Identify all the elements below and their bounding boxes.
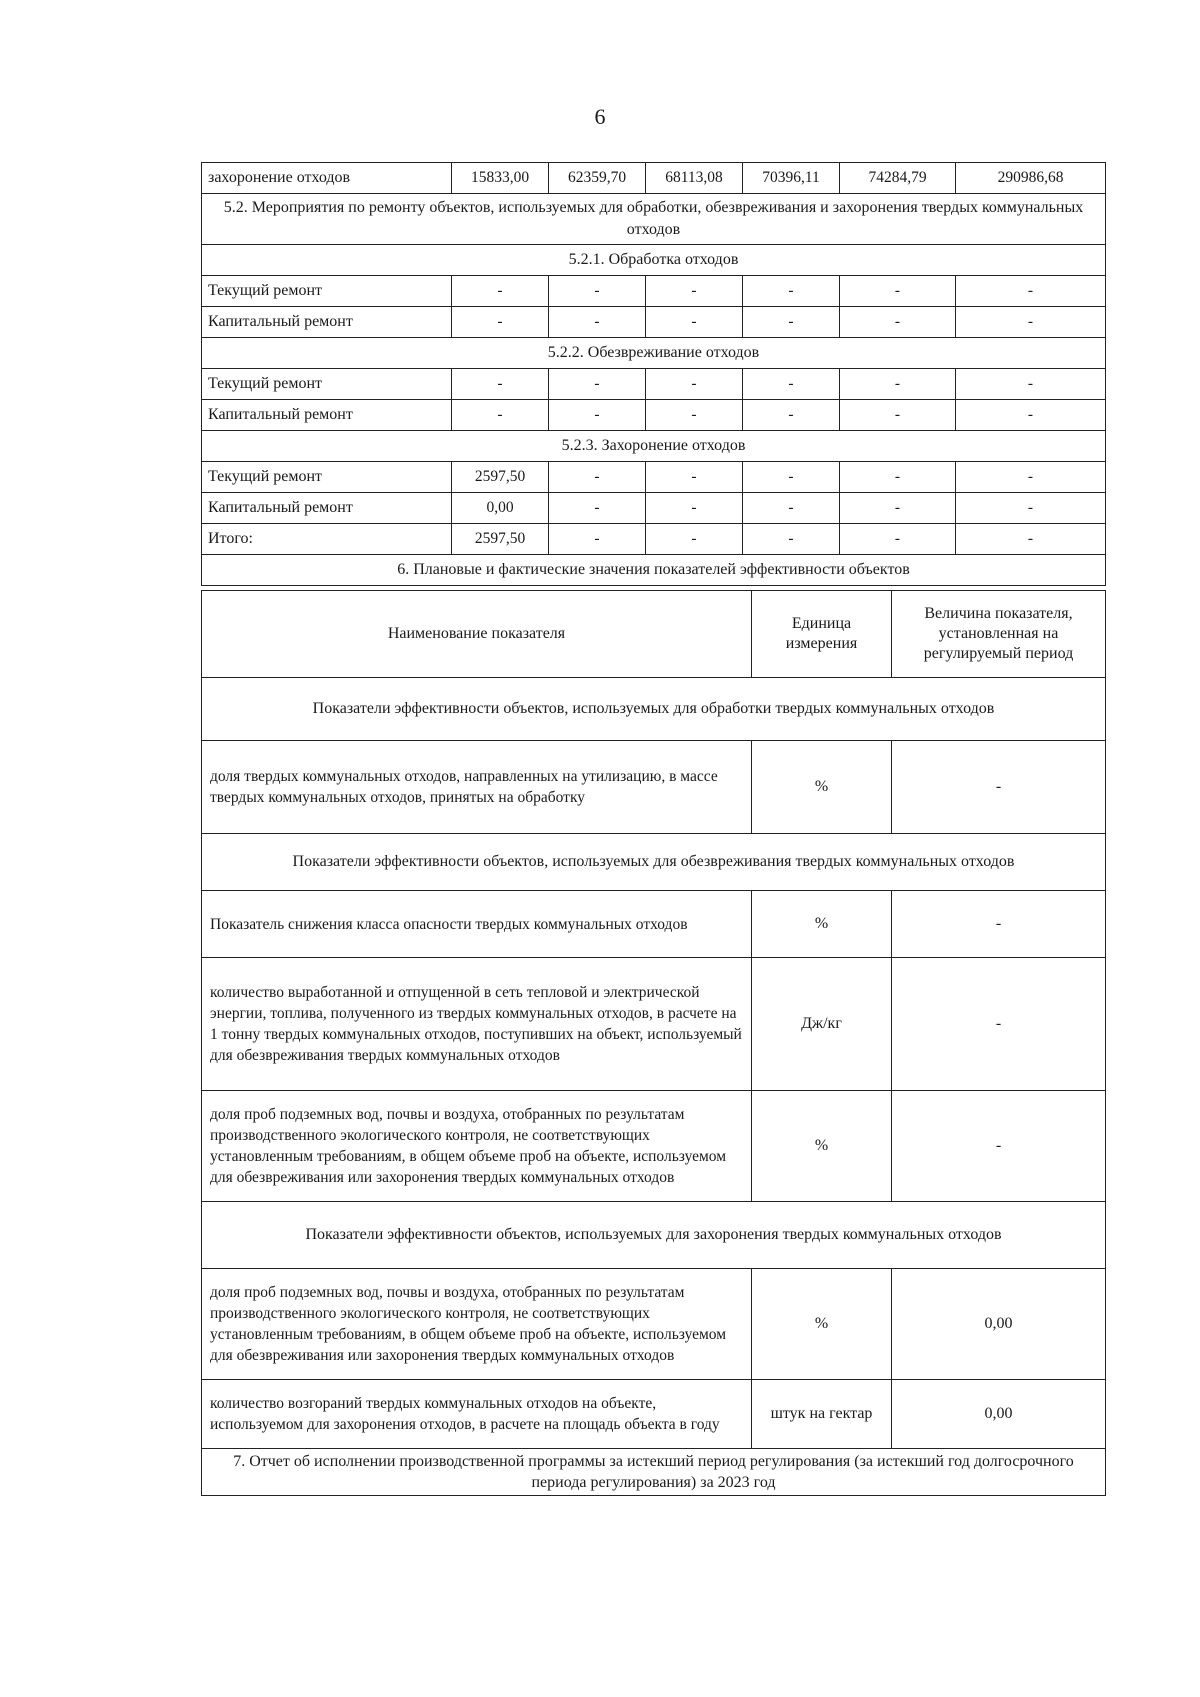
value-cell: - [840,462,956,493]
value-cell: - [956,400,1106,431]
value-cell: - [549,493,646,524]
repair-measures-table [201,162,1106,586]
row-label: Капитальный ремонт [202,493,452,524]
row-label: Капитальный ремонт [202,307,452,338]
table-row [202,958,1106,1091]
indicator-name: количество возгораний твердых коммунальных отходов на объекте, используемом для захоронения отходов, в расчете на площадь объекта в году [202,1380,752,1449]
indicator-unit: % [752,891,892,958]
indicator-value: - [892,1091,1106,1202]
value-cell: - [743,307,840,338]
indicator-name: доля проб подземных вод, почвы и воздуха, отобранных по результатам производственного экологического контроля, не соответствующих установленным требованиям, в общем объеме проб на объекте, используемом для обезвреживания или захоронения твердых коммунальных отходов [202,1091,752,1202]
table-row [202,741,1106,834]
value-cell: - [549,462,646,493]
header-row [202,591,1106,678]
indicator-name: количество выработанной и отпущенной в сеть тепловой и электрической энергии, топлива, полученного из твердых коммунальных отходов, в расчете на 1 тонну твердых коммунальных отходов, поступивших на объект, используемый для обезвреживания твердых коммунальных отходов [202,958,752,1091]
value-cell: - [452,369,549,400]
subsection-row [202,338,1106,369]
table-row [202,1091,1106,1202]
page-number: 6 [594,104,606,129]
subsection-row [202,245,1106,276]
value-cell: - [840,400,956,431]
indicator-name: доля твердых коммунальных отходов, направленных на утилизацию, в массе твердых коммунальных отходов, принятых на обработку [202,741,752,834]
indicator-value: - [892,958,1106,1091]
value-cell: - [549,524,646,555]
value-cell: - [840,307,956,338]
value-cell: 2597,50 [452,462,549,493]
table-row [202,307,1106,338]
table-row [202,163,1106,194]
value-cell: - [840,276,956,307]
value-cell: 62359,70 [549,163,646,194]
subsection-title: 5.2.1. Обработка отходов [202,245,1106,276]
header-unit: Единица измерения [752,591,892,678]
value-cell: - [549,276,646,307]
value-cell: - [840,493,956,524]
table-row [202,369,1106,400]
table-row [202,891,1106,958]
value-cell: - [743,276,840,307]
value-cell: - [452,400,549,431]
table-row [202,493,1106,524]
value-cell: - [549,369,646,400]
value-cell: - [743,462,840,493]
section-row [202,555,1106,586]
value-cell: - [646,276,743,307]
group-row [202,1202,1106,1269]
section-6-title: 6. Плановые и фактические значения показателей эффективности объектов [202,555,1106,586]
indicator-name: Показатель снижения класса опасности твердых коммунальных отходов [202,891,752,958]
row-label: Капитальный ремонт [202,400,452,431]
group-title: Показатели эффективности объектов, используемых для захоронения твердых коммунальных отходов [202,1202,1106,1269]
value-cell: 2597,50 [452,524,549,555]
indicator-value: - [892,741,1106,834]
indicator-unit: % [752,741,892,834]
value-cell: - [956,307,1106,338]
section-row [202,1449,1106,1496]
value-cell: - [743,400,840,431]
indicator-value: - [892,891,1106,958]
value-cell: - [956,369,1106,400]
table-row [202,1380,1106,1449]
table-row [202,462,1106,493]
section-7-title: 7. Отчет об исполнении производственной программы за истекший период регулирования (за истекший год долгосрочного периода регулирования) за 2023 год [202,1449,1106,1496]
value-cell: - [646,493,743,524]
section-5-2-title: 5.2. Мероприятия по ремонту объектов, используемых для обработки, обезвреживания и захоронения твердых коммунальных отходов [202,194,1106,245]
subsection-row [202,431,1106,462]
indicator-value: 0,00 [892,1380,1106,1449]
total-row [202,524,1106,555]
group-title: Показатели эффективности объектов, используемых для обезвреживания твердых коммунальных отходов [202,834,1106,891]
value-cell: 15833,00 [452,163,549,194]
row-label: захоронение отходов [202,163,452,194]
value-cell: 0,00 [452,493,549,524]
group-row [202,678,1106,741]
value-cell: 290986,68 [956,163,1106,194]
value-cell: - [956,276,1106,307]
subsection-title: 5.2.2. Обезвреживание отходов [202,338,1106,369]
value-cell: - [452,276,549,307]
value-cell: 74284,79 [840,163,956,194]
indicator-name: доля проб подземных вод, почвы и воздуха, отобранных по результатам производственного экологического контроля, не соответствующих установленным требованиям, в общем объеме проб на объекте, используемом для обезвреживания или захоронения твердых коммунальных отходов [202,1269,752,1380]
value-cell: - [646,369,743,400]
group-row [202,834,1106,891]
table-row [202,1269,1106,1380]
value-cell: 68113,08 [646,163,743,194]
table-row [202,400,1106,431]
value-cell: - [840,369,956,400]
value-cell: - [452,307,549,338]
indicator-unit: % [752,1091,892,1202]
value-cell: 70396,11 [743,163,840,194]
value-cell: - [840,524,956,555]
indicator-value: 0,00 [892,1269,1106,1380]
value-cell: - [956,524,1106,555]
value-cell: - [743,493,840,524]
row-label: Текущий ремонт [202,369,452,400]
value-cell: - [646,400,743,431]
subsection-title: 5.2.3. Захоронение отходов [202,431,1106,462]
value-cell: - [646,307,743,338]
header-value: Величина показателя, установленная на регулируемый период [892,591,1106,678]
value-cell: - [743,369,840,400]
value-cell: - [646,524,743,555]
indicator-unit: Дж/кг [752,958,892,1091]
value-cell: - [549,400,646,431]
row-label: Текущий ремонт [202,462,452,493]
value-cell: - [549,307,646,338]
indicators-table [201,590,1106,1496]
section-row [202,194,1106,245]
value-cell: - [646,462,743,493]
header-name: Наименование показателя [202,591,752,678]
value-cell: - [956,462,1106,493]
indicator-unit: штук на гектар [752,1380,892,1449]
row-label: Итого: [202,524,452,555]
row-label: Текущий ремонт [202,276,452,307]
indicator-unit: % [752,1269,892,1380]
group-title: Показатели эффективности объектов, используемых для обработки твердых коммунальных отходов [202,678,1106,741]
value-cell: - [956,493,1106,524]
table-row [202,276,1106,307]
value-cell: - [743,524,840,555]
